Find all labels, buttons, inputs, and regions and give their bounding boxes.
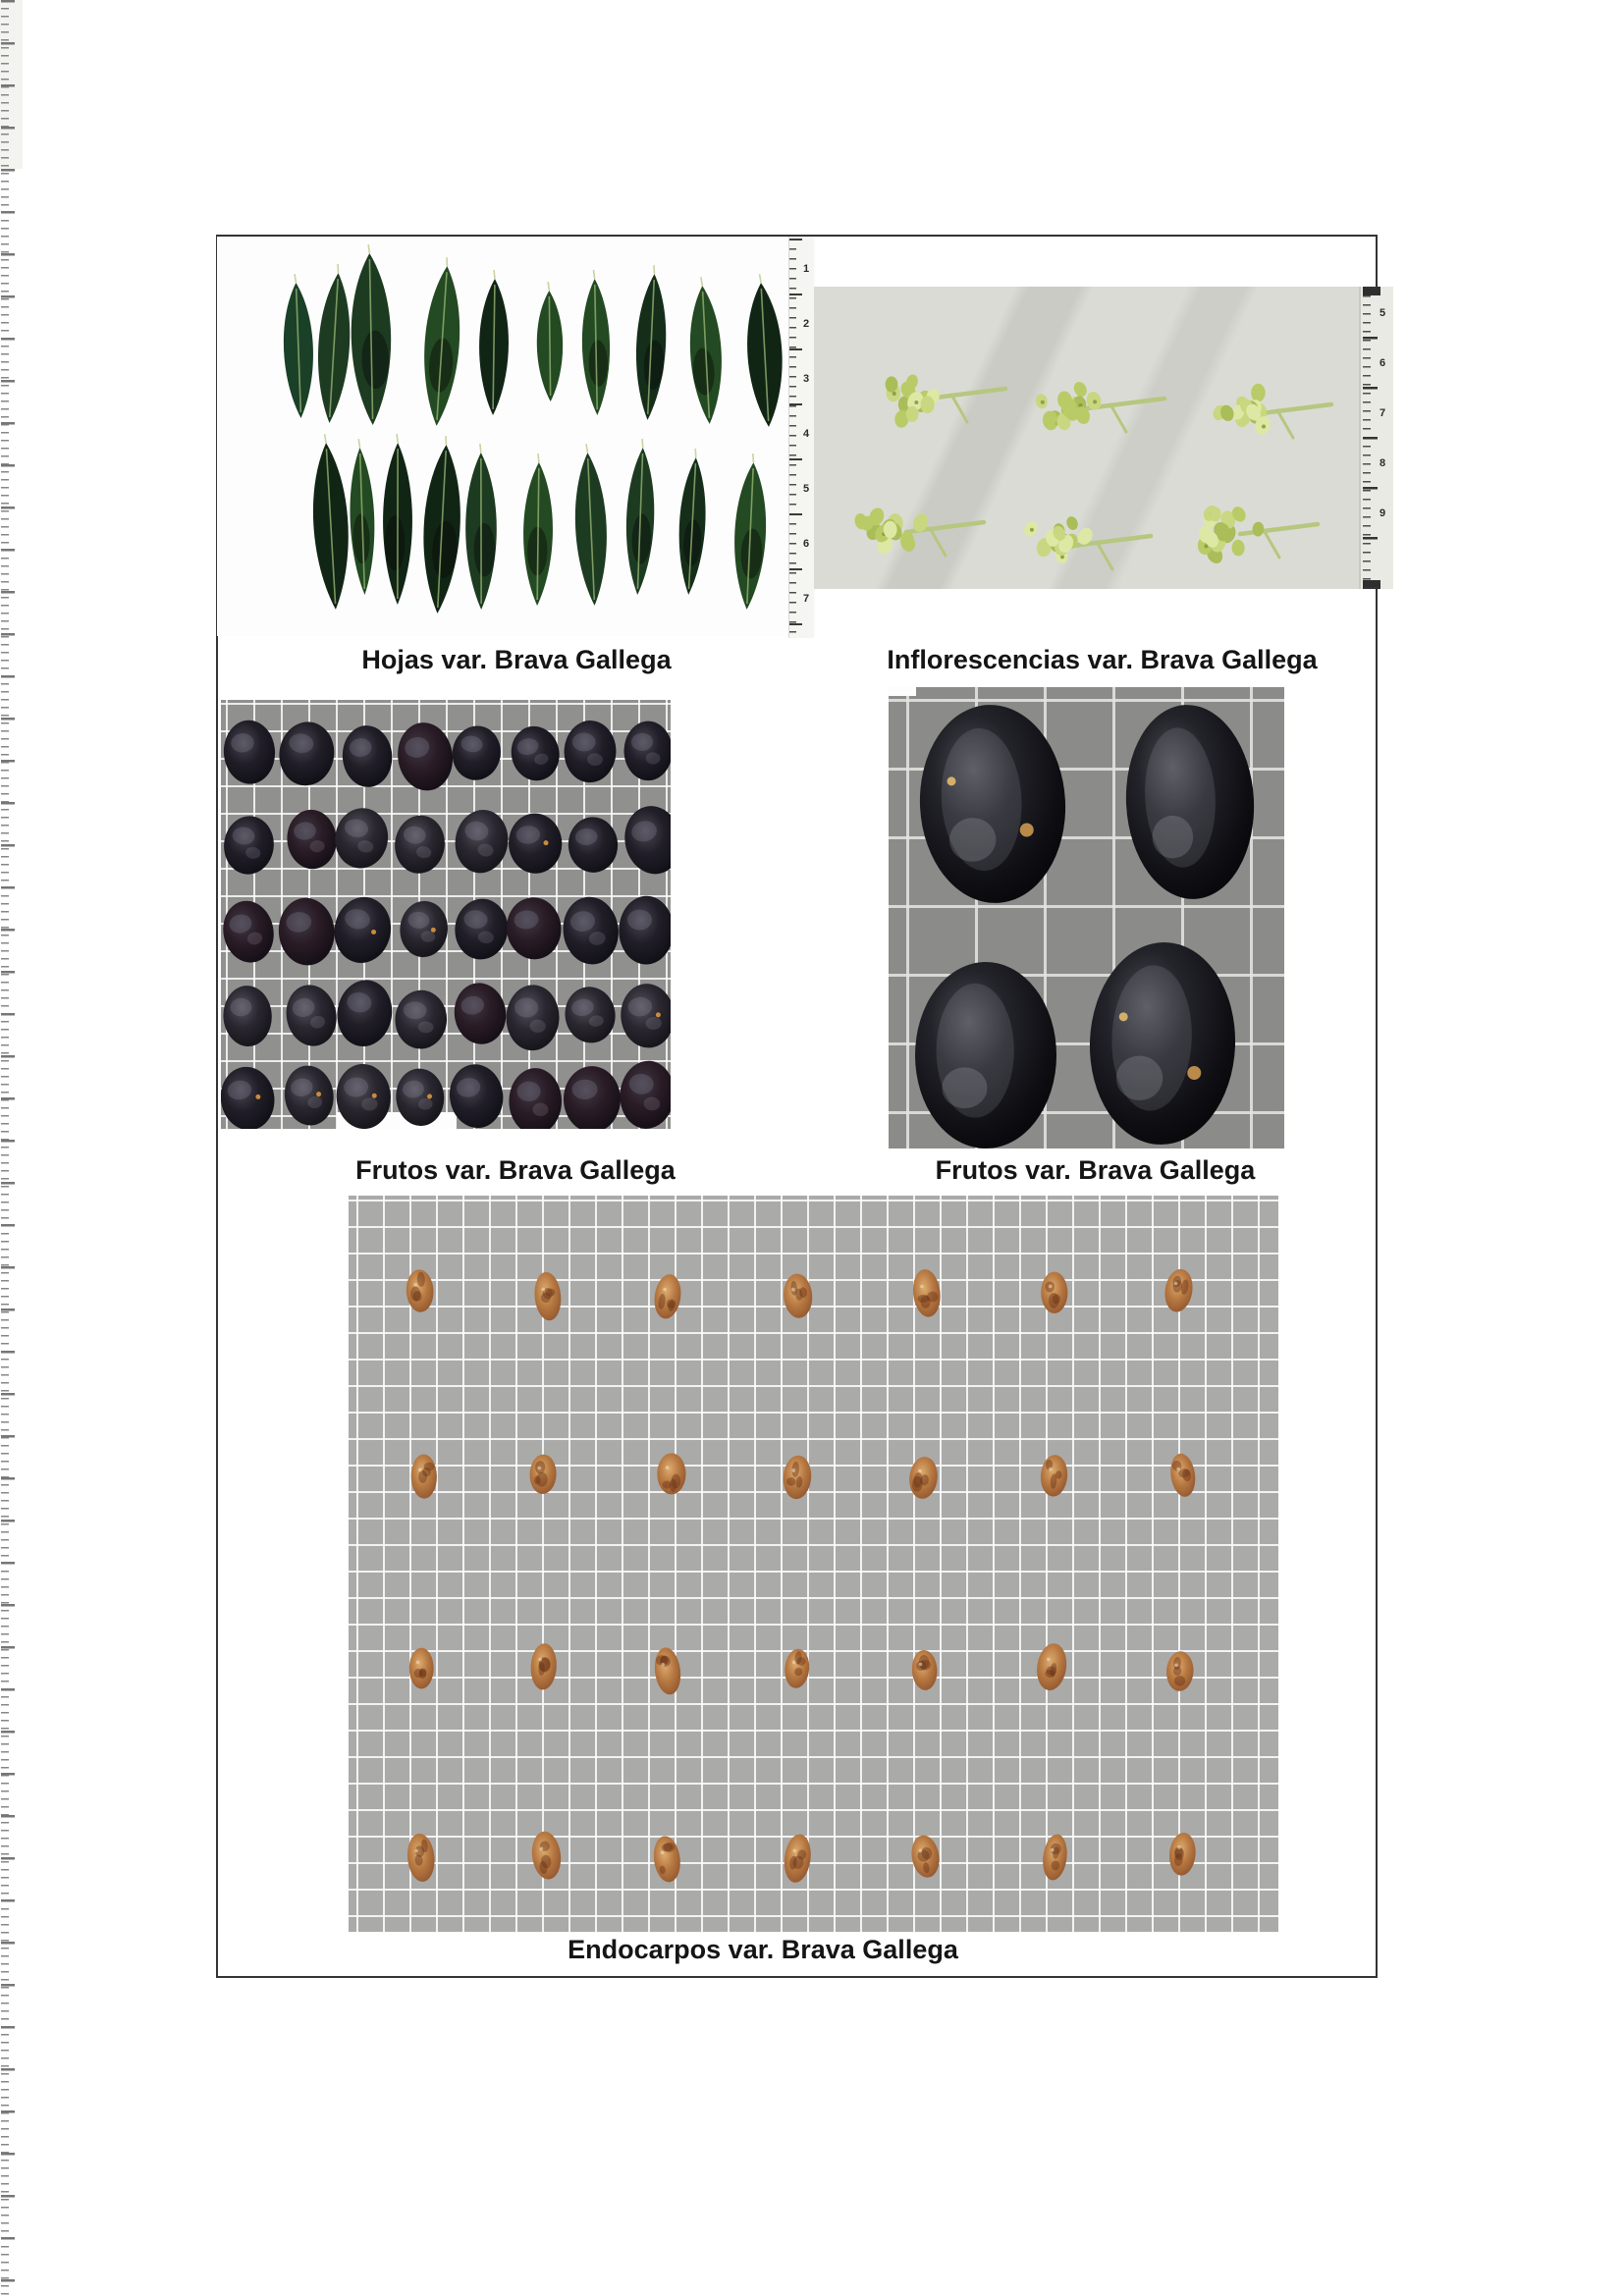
ruler-number: 7: [1380, 407, 1386, 419]
ruler-end-mark: [1363, 287, 1380, 295]
ruler-number: 7: [803, 593, 810, 605]
ruler-number: 5: [1380, 307, 1386, 319]
ruler-number: 2: [803, 318, 810, 330]
ruler-number: 8: [1380, 457, 1386, 469]
ruler-number: 4: [803, 428, 810, 440]
ruler-number: 9: [1380, 507, 1386, 519]
inflorescencias-photo: [814, 287, 1391, 589]
caption-frutos-right: Frutos var. Brava Gallega: [935, 1155, 1256, 1185]
frutos-detalle-photo: [889, 687, 1284, 1148]
ruler-end-mark: [1363, 580, 1380, 589]
ruler-number: 6: [803, 538, 810, 550]
hojas-ruler: [788, 237, 814, 638]
ruler-number: 1: [803, 263, 810, 275]
caption-endocarpos: Endocarpos var. Brava Gallega: [568, 1935, 958, 1964]
ruler-number: 6: [1380, 357, 1386, 369]
caption-frutos-left: Frutos var. Brava Gallega: [355, 1155, 676, 1185]
frutos-grid-photo: [221, 700, 671, 1129]
page-ruler-artifact: [0, 0, 23, 169]
caption-hojas: Hojas var. Brava Gallega: [361, 645, 672, 674]
inflorescencias-ruler: [1359, 287, 1393, 589]
caption-inflorescencias: Inflorescencias var. Brava Gallega: [887, 645, 1318, 674]
ruler-number: 5: [803, 483, 810, 495]
ruler-number: 3: [803, 373, 810, 385]
endocarpos-photo: [349, 1196, 1278, 1932]
hojas-photo: [217, 237, 816, 636]
